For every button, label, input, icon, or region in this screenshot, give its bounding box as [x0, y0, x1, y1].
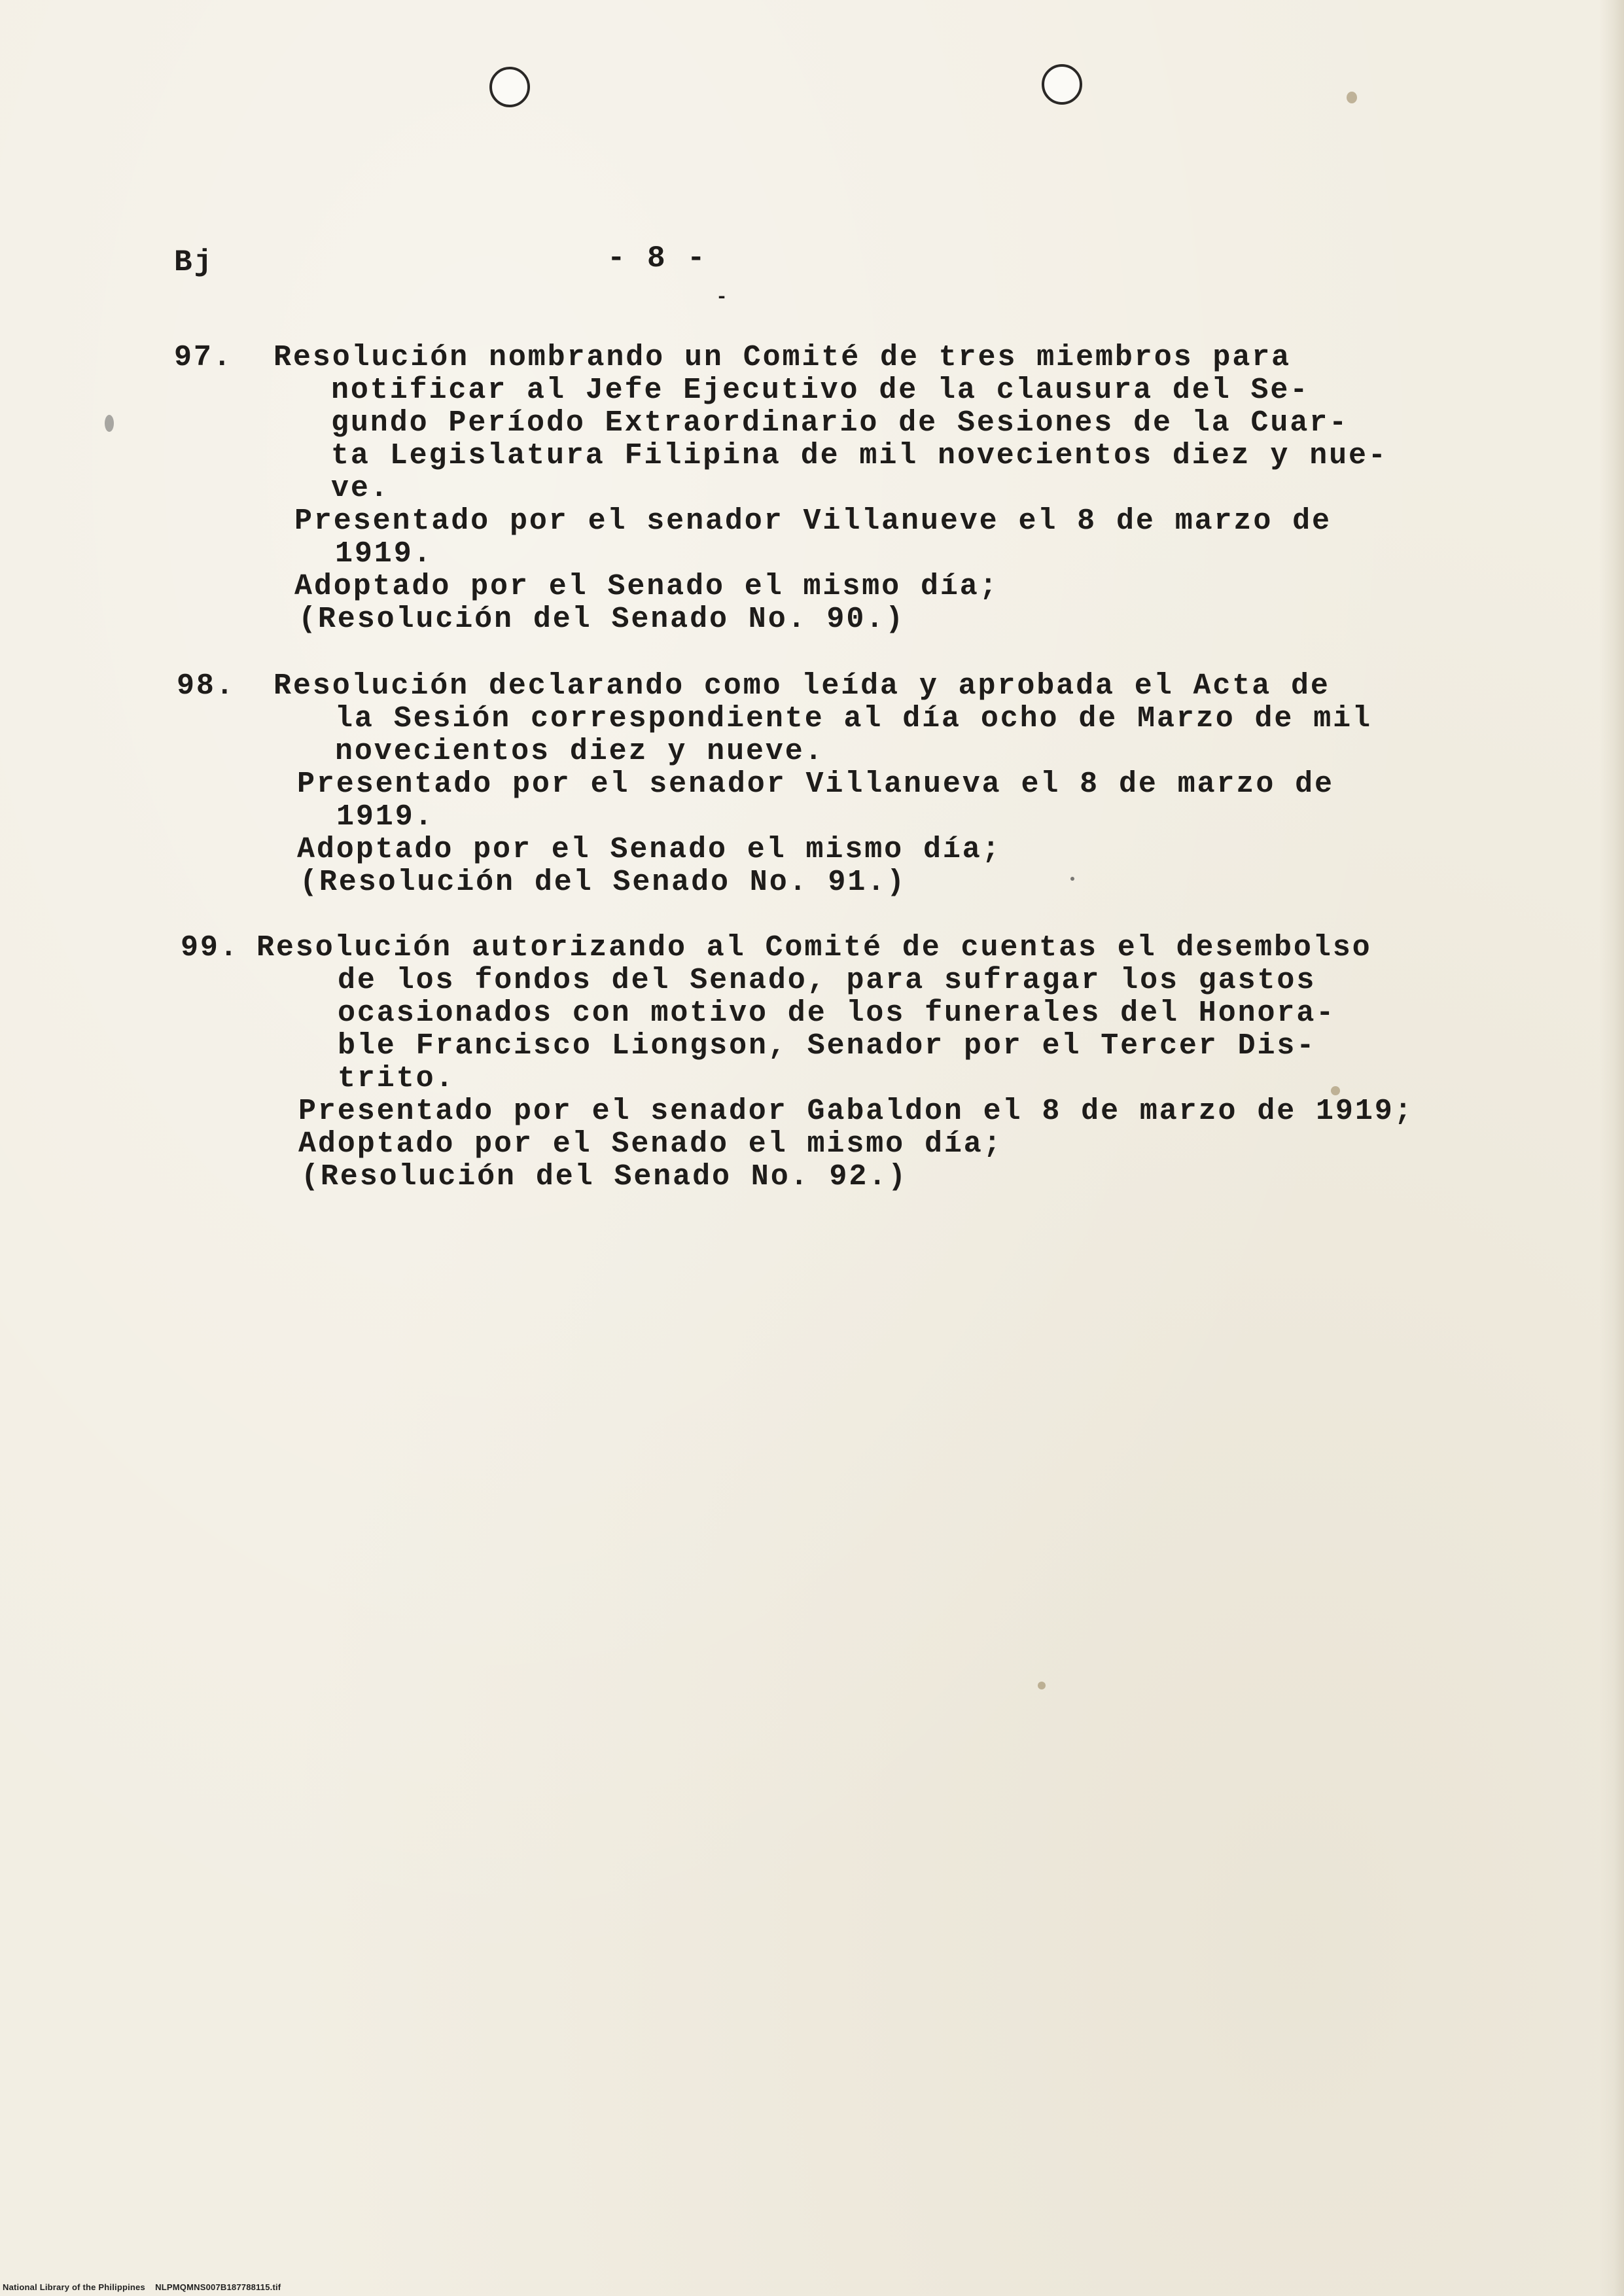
- entry-number: 99.: [181, 931, 239, 964]
- entry-line: trito.: [338, 1062, 455, 1095]
- entry-line: gundo Período Extraordinario de Sesiones de la Cuar-: [331, 406, 1349, 440]
- punch-hole-left: [489, 67, 530, 107]
- entry-number: 97.: [174, 341, 233, 374]
- entry-line: la Sesión correspondiente al día ocho de Marzo de mil: [335, 702, 1372, 735]
- paper-stain: [1070, 877, 1074, 881]
- paper-stain: [105, 415, 114, 432]
- entry-line: notificar al Jefe Ejecutivo de la clausura del Se-: [331, 374, 1310, 407]
- adopted-line: Adoptado por el Senado el mismo día;: [298, 1127, 1003, 1161]
- file-id: NLPMQMNS007B187788115.tif: [155, 2282, 281, 2292]
- resolution-reference: (Resolución del Senado No. 90.): [298, 603, 906, 636]
- resolution-reference: (Resolución del Senado No. 91.): [300, 866, 907, 899]
- presented-line: 1919.: [336, 800, 434, 834]
- header-code: Bj: [174, 245, 215, 279]
- punch-hole-right: [1042, 64, 1082, 105]
- presented-line: Presentado por el senador Gabaldon el 8 de marzo de 1919;: [298, 1095, 1414, 1128]
- paper-stain: [1347, 92, 1357, 103]
- adopted-line: Adoptado por el Senado el mismo día;: [297, 833, 1002, 866]
- entry-line: Resolución declarando como leída y aprobada el Acta de: [274, 669, 1330, 703]
- archive-footer: [3, 2282, 281, 2292]
- page-edge-shadow: [1599, 0, 1624, 2296]
- entry-line: ta Legislatura Filipina de mil novecientos diez y nue-: [331, 439, 1388, 472]
- entry-line: Resolución autorizando al Comité de cuentas el desembolso: [256, 931, 1372, 964]
- entry-number: 98.: [177, 669, 236, 703]
- entry-line: Resolución nombrando un Comité de tres miembros para: [274, 341, 1292, 374]
- entry-line: ble Francisco Liongson, Senador por el Tercer Dis-: [338, 1029, 1316, 1063]
- resolution-reference: (Resolución del Senado No. 92.): [301, 1160, 908, 1193]
- page-number: - 8 -: [607, 241, 707, 275]
- presented-line: 1919.: [335, 537, 433, 571]
- adopted-line: Adoptado por el Senado el mismo día;: [294, 570, 999, 603]
- entry-line: novecientos diez y nueve.: [335, 735, 824, 768]
- presented-line: Presentado por el senador Villanueva el 8 de marzo de: [297, 768, 1334, 801]
- presented-line: Presentado por el senador Villanueve el 8 de marzo de: [294, 504, 1332, 538]
- paper-stain: [1038, 1682, 1046, 1689]
- paper-stain: [1331, 1086, 1340, 1095]
- dash-mark: -: [716, 287, 730, 309]
- entry-line: ve.: [331, 472, 390, 505]
- entry-line: ocasionados con motivo de los funerales del Honora-: [338, 997, 1336, 1030]
- entry-line: de los fondos del Senado, para sufragar los gastos: [338, 964, 1316, 997]
- archive-label: National Library of the Philippines: [3, 2282, 145, 2292]
